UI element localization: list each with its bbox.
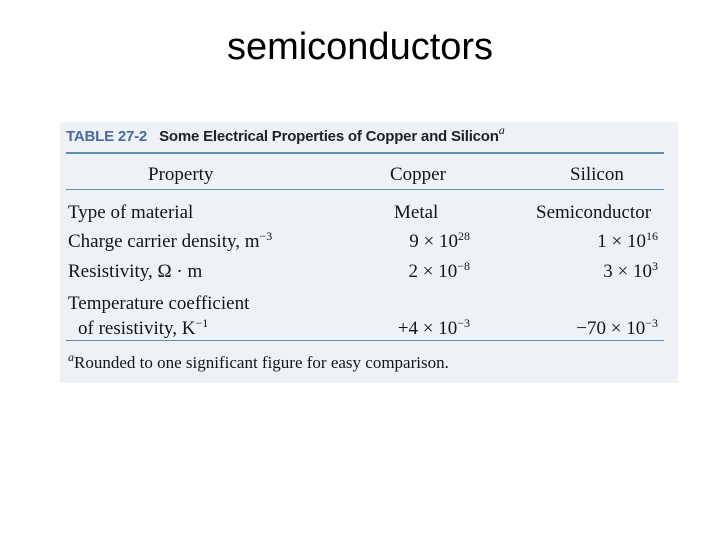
copper-mantissa: +4 × 10 <box>397 318 458 339</box>
copper-cell <box>409 231 470 253</box>
copper-exponent: 28 <box>458 229 470 243</box>
silicon-cell <box>603 261 658 283</box>
copper-exponent: −3 <box>457 316 470 330</box>
footnote-marker: a <box>68 350 74 364</box>
silicon-mantissa: −70 × 10 <box>576 318 646 339</box>
silicon-exponent: 3 <box>652 259 658 273</box>
bottom-rule <box>66 340 664 341</box>
table-label: TABLE 27-2 <box>66 128 148 145</box>
copper-mantissa: 2 × 10 <box>408 261 458 282</box>
property-exponent: −1 <box>195 316 209 330</box>
header-property: Property <box>148 164 214 185</box>
property-cell: Resistivity, Ω · m <box>68 261 203 282</box>
property-exponent: −3 <box>259 229 273 243</box>
silicon-cell: Semiconductor <box>536 202 652 223</box>
copper-exponent: −8 <box>457 259 470 273</box>
silicon-exponent: 16 <box>646 229 658 243</box>
property-cell-line2 <box>78 318 208 340</box>
properties-table <box>60 122 678 383</box>
property-cell <box>68 231 272 253</box>
copper-cell <box>398 318 470 340</box>
silicon-mantissa: 3 × 10 <box>603 261 652 282</box>
property-cell-line1: Temperature coefficient <box>68 293 250 314</box>
table-title: Some Electrical Properties of Copper and Silicon <box>159 128 499 145</box>
table-footnote <box>68 350 449 373</box>
top-rule <box>66 152 664 154</box>
title-footnote-marker: a <box>498 123 505 137</box>
property-text: of resistivity, K <box>78 318 196 339</box>
slide-title: semiconductors <box>226 26 494 68</box>
copper-cell: Metal <box>394 202 439 223</box>
header-rule <box>66 189 664 190</box>
header-silicon: Silicon <box>570 164 624 185</box>
copper-cell <box>409 261 471 283</box>
property-cell: Type of material <box>68 202 194 223</box>
silicon-cell <box>576 318 658 340</box>
header-copper: Copper <box>390 164 446 185</box>
footnote-text: Rounded to one significant figure for easy comparison. <box>74 353 449 372</box>
silicon-mantissa: 1 × 10 <box>597 231 646 252</box>
table-caption <box>66 123 505 145</box>
silicon-cell <box>597 231 658 253</box>
silicon-exponent: −3 <box>645 316 658 330</box>
property-text: Charge carrier density, m <box>68 231 260 252</box>
copper-mantissa: 9 × 10 <box>409 231 458 252</box>
